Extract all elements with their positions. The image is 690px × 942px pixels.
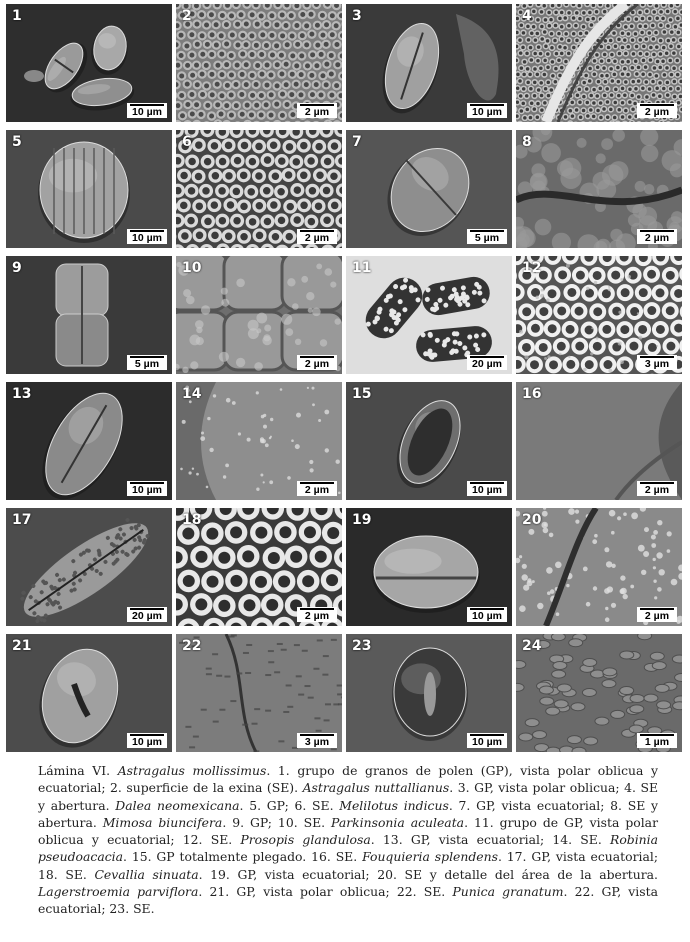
scale-bar bbox=[467, 355, 507, 370]
scale-bar bbox=[297, 481, 337, 496]
species-name: Robinia pseudoacacia bbox=[38, 832, 658, 865]
panel-number: 20 bbox=[522, 512, 542, 528]
caption-text bbox=[38, 762, 658, 918]
panel-number: 7 bbox=[352, 134, 362, 150]
caption-segment: . 1. grupo de granos de polen (GP), vista polar oblicua y ecuatorial; 2. superficie de la exina (SE). bbox=[38, 763, 658, 796]
scale-bar-label: 10 µm bbox=[472, 736, 502, 748]
caption-segment: . 19. GP, vista ecuatorial; 20. SE y detalle del área de la abertura. bbox=[198, 866, 658, 882]
scale-bar bbox=[297, 229, 337, 244]
scale-bar bbox=[127, 229, 167, 244]
micrograph-panel bbox=[516, 256, 682, 374]
micrograph-panel bbox=[346, 256, 512, 374]
panel-number: 22 bbox=[182, 638, 202, 654]
species-name: Fouquieria splendens bbox=[362, 849, 498, 865]
scale-bar-label: 10 µm bbox=[132, 736, 162, 748]
micrograph-panel bbox=[346, 382, 512, 500]
scale-bar bbox=[467, 229, 507, 244]
scale-bar-label: 2 µm bbox=[304, 484, 330, 496]
scale-bar bbox=[637, 607, 677, 622]
caption-segment: . 22. GP, vista ecuatorial; 23. SE. bbox=[38, 884, 658, 917]
scale-bar-label: 5 µm bbox=[474, 232, 500, 244]
panel-number: 16 bbox=[522, 386, 542, 402]
scale-bar-label: 2 µm bbox=[644, 484, 670, 496]
micrograph-panel bbox=[176, 130, 342, 248]
scale-bar-label: 2 µm bbox=[644, 610, 670, 622]
scale-bar bbox=[467, 103, 507, 118]
scale-bar-label: 20 µm bbox=[132, 610, 162, 622]
scale-bar-label: 10 µm bbox=[472, 484, 502, 496]
panel-number: 12 bbox=[522, 260, 542, 276]
panel-number: 17 bbox=[12, 512, 32, 528]
scale-bar-label: 2 µm bbox=[304, 610, 330, 622]
scale-bar bbox=[467, 607, 507, 622]
scale-bar bbox=[297, 607, 337, 622]
species-name: Astragalus nuttallianus bbox=[302, 780, 450, 796]
scale-bar-label: 2 µm bbox=[304, 358, 330, 370]
micrograph-panel bbox=[176, 4, 342, 122]
scale-bar-label: 1 µm bbox=[644, 736, 670, 748]
panel-number: 5 bbox=[12, 134, 22, 150]
panel-number: 3 bbox=[352, 8, 362, 24]
scale-bar bbox=[127, 103, 167, 118]
caption-segment: . 11. grupo de GP, vista polar oblicua y ecuatorial; 12. SE. bbox=[38, 814, 658, 848]
scale-bar-label: 5 µm bbox=[134, 358, 160, 370]
micrograph-panel bbox=[6, 508, 172, 626]
scale-bar-label: 10 µm bbox=[132, 232, 162, 244]
scale-bar bbox=[127, 607, 167, 622]
caption-segment: . 15. GP totalmente plegado. 16. SE. bbox=[123, 849, 363, 865]
scale-bar bbox=[297, 355, 337, 370]
panel-number: 11 bbox=[352, 260, 372, 276]
micrograph-panel bbox=[6, 4, 172, 122]
species-name: Lagerstroemia parviflora bbox=[38, 884, 199, 900]
panel-number: 6 bbox=[182, 134, 192, 150]
panel-number: 10 bbox=[182, 260, 202, 276]
scale-bar bbox=[637, 481, 677, 496]
panel-number: 19 bbox=[352, 512, 372, 528]
panel-number: 18 bbox=[182, 512, 202, 528]
scale-bar bbox=[467, 733, 507, 748]
scale-bar bbox=[127, 355, 167, 370]
micrograph-panel bbox=[516, 130, 682, 248]
scale-bar-label: 10 µm bbox=[132, 106, 162, 118]
scale-bar bbox=[637, 103, 677, 118]
scale-bar bbox=[637, 229, 677, 244]
scale-bar-label: 3 µm bbox=[304, 736, 330, 748]
species-name: Melilotus indicus bbox=[339, 797, 449, 813]
caption-segment: Lámina VI. bbox=[38, 763, 118, 778]
panel-number: 2 bbox=[182, 8, 192, 24]
micrograph-panel bbox=[6, 382, 172, 500]
micrograph-panel bbox=[346, 634, 512, 752]
micrograph-panel bbox=[346, 508, 512, 626]
micrograph-panel bbox=[176, 508, 342, 626]
plate-caption bbox=[38, 762, 658, 918]
micrograph-panel bbox=[6, 634, 172, 752]
panel-number: 9 bbox=[12, 260, 22, 276]
panel-number: 13 bbox=[12, 386, 32, 402]
scale-bar-label: 10 µm bbox=[472, 106, 502, 118]
species-name: Mimosa biuncifera bbox=[102, 814, 223, 830]
scale-bar-label: 20 µm bbox=[472, 358, 502, 370]
scale-bar bbox=[127, 481, 167, 496]
scale-bar bbox=[637, 355, 677, 370]
micrograph-panel bbox=[516, 382, 682, 500]
scale-bar bbox=[297, 733, 337, 748]
species-name: Astragalus mollissimus bbox=[117, 763, 267, 778]
panel-number: 1 bbox=[12, 8, 22, 24]
scale-bar bbox=[297, 103, 337, 118]
micrograph-panel bbox=[346, 4, 512, 122]
micrograph-panel bbox=[516, 508, 682, 626]
species-name: Parkinsonia aculeata bbox=[331, 814, 465, 830]
caption-segment: . 21. GP, vista polar oblicua; 22. SE. bbox=[198, 884, 453, 900]
micrograph-panel bbox=[176, 382, 342, 500]
panel-number: 4 bbox=[522, 8, 532, 24]
caption-segment: . 7. GP, vista ecuatorial; 8. SE y abertura. bbox=[38, 797, 658, 830]
scale-bar-label: 2 µm bbox=[644, 232, 670, 244]
scale-bar-label: 3 µm bbox=[644, 358, 670, 370]
caption-segment: . 5. GP; 6. SE. bbox=[239, 797, 340, 813]
scale-bar bbox=[637, 733, 677, 748]
micrograph-panel bbox=[516, 4, 682, 122]
scale-bar bbox=[467, 481, 507, 496]
panel-number: 24 bbox=[522, 638, 542, 654]
micrograph-panel bbox=[6, 256, 172, 374]
panel-number: 8 bbox=[522, 134, 532, 150]
caption-segment: . 3. GP, vista polar oblicua; 4. SE y abertura. bbox=[38, 780, 659, 813]
micrograph-panel bbox=[176, 634, 342, 752]
scale-bar-label: 10 µm bbox=[472, 610, 502, 622]
scale-bar-label: 2 µm bbox=[304, 106, 330, 118]
caption-segment: . 17. GP, vista ecuatorial; 18. SE. bbox=[38, 849, 658, 882]
caption-segment: . 9. GP; 10. SE. bbox=[222, 814, 332, 830]
scale-bar-label: 2 µm bbox=[304, 232, 330, 244]
panel-number: 21 bbox=[12, 638, 32, 654]
micrograph-panel bbox=[6, 130, 172, 248]
species-name: Punica granatum bbox=[452, 884, 564, 900]
micrograph-panel bbox=[176, 256, 342, 374]
panel-number: 15 bbox=[352, 386, 372, 402]
species-name: Prosopis glandulosa bbox=[240, 832, 371, 848]
scale-bar-label: 2 µm bbox=[644, 106, 670, 118]
caption-segment: . 13. GP, vista ecuatorial; 14. SE. bbox=[370, 832, 610, 848]
micrograph-panel bbox=[346, 130, 512, 248]
panel-number: 14 bbox=[182, 386, 202, 402]
species-name: Dalea neomexicana bbox=[115, 797, 240, 813]
scale-bar-label: 10 µm bbox=[132, 484, 162, 496]
panel-number: 23 bbox=[352, 638, 372, 654]
scale-bar bbox=[127, 733, 167, 748]
micrograph-panel bbox=[516, 634, 682, 752]
species-name: Cevallia sinuata bbox=[94, 866, 199, 882]
